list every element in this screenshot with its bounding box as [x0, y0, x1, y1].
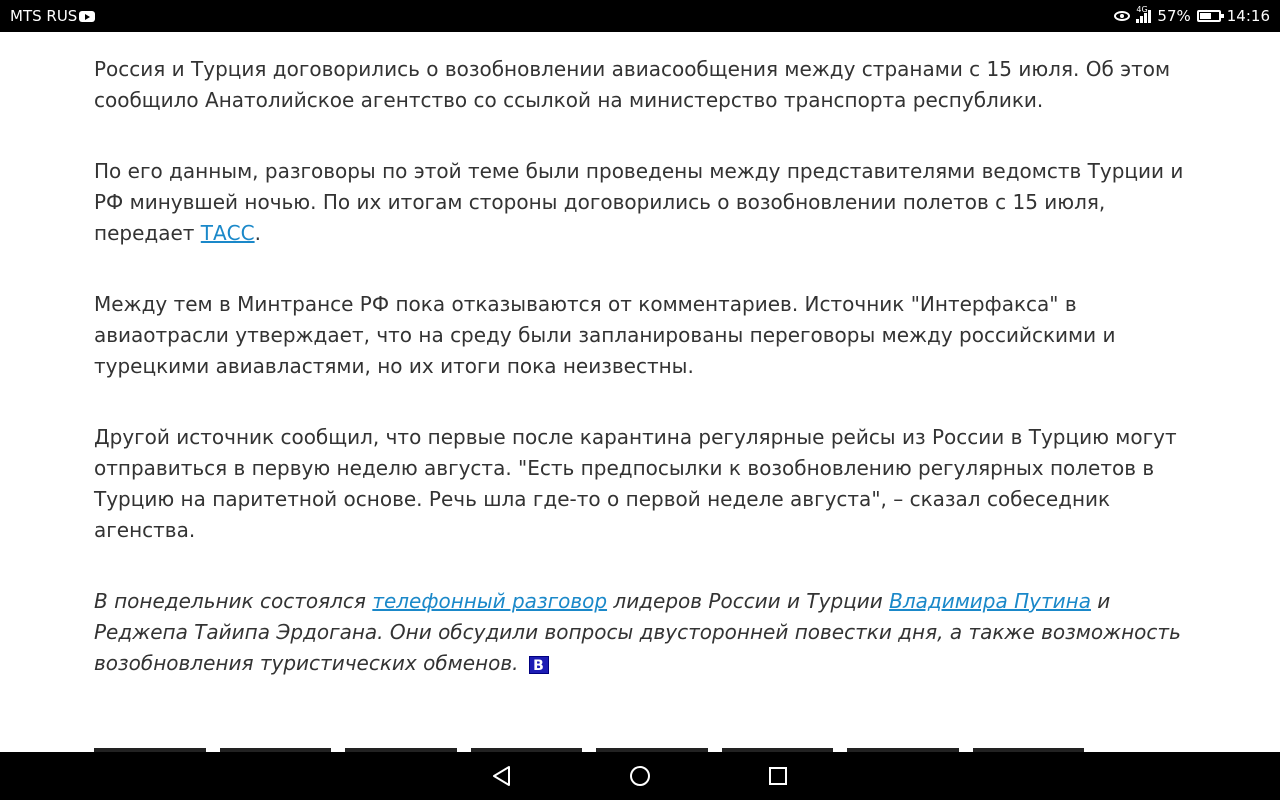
- clock: 14:16: [1226, 7, 1270, 25]
- note-text-1: В понедельник состоялся: [94, 589, 373, 613]
- battery-percent: 57%: [1157, 7, 1191, 25]
- article-paragraph-3: Между тем в Минтрансе РФ пока отказываются от комментариев. Источник "Интерфакса" в авиаотрасли утверждает, что на среду были запланированы переговоры между российскими и турецкими авиавластями, но их итоги пока неизвестны.: [94, 292, 1116, 378]
- recent-apps-icon[interactable]: [766, 764, 790, 788]
- article-paragraph-1: Россия и Турция договорились о возобновлении авиасообщения между странами с 15 июля. Об этом сообщило Анатолийское агентство со ссылкой на министерство транспорта республики.: [94, 57, 1171, 112]
- tass-link[interactable]: ТАСС: [200, 221, 255, 245]
- battery-icon: [1197, 10, 1221, 22]
- paragraph-2-text: По его данным, разговоры по этой теме были проведены между представителями ведомств Турции и РФ минувшей ночью. По их итогам стороны договорились о возобновлении полетов с 15 июля, передает: [94, 159, 1184, 245]
- phone-call-link[interactable]: телефонный разговор: [372, 589, 608, 613]
- article-paragraph-4: Другой источник сообщил, что первые после карантина регулярные рейсы из России в Турцию могут отправиться в первую неделю августа. "Есть предпосылки к возобновлению регулярных полетов в Турцию на паритетной основе. Речь шла где-то о первой неделе августа", – сказал собеседник агенства.: [94, 425, 1177, 542]
- navigation-bar: [0, 752, 1280, 800]
- status-left: [10, 0, 95, 32]
- vedomosti-logo-icon: B: [529, 656, 549, 674]
- youtube-icon: [79, 11, 95, 22]
- note-text-3: и Реджепа Тайипа Эрдогана. Они обсудили вопросы двусторонней повестки дня, а также возможность возобновления туристических обменов.: [94, 589, 1181, 675]
- article-paragraph-2: [94, 156, 1204, 249]
- status-right: [1114, 0, 1270, 32]
- home-icon[interactable]: [628, 764, 652, 788]
- article-note: [94, 586, 1204, 679]
- carrier-label: MTS RUS: [10, 7, 78, 25]
- paragraph-2-end: .: [254, 221, 261, 245]
- putin-link[interactable]: Владимира Путина: [889, 589, 1091, 613]
- article-body: [94, 32, 1204, 679]
- back-icon[interactable]: [490, 764, 514, 788]
- signal-icon: [1136, 5, 1151, 23]
- eye-icon: [1114, 11, 1130, 21]
- status-bar: [0, 0, 1280, 32]
- network-type: 4G: [1136, 5, 1148, 14]
- battery-fill: [1200, 13, 1211, 19]
- note-text-2: лидеров России и Турции: [607, 589, 890, 613]
